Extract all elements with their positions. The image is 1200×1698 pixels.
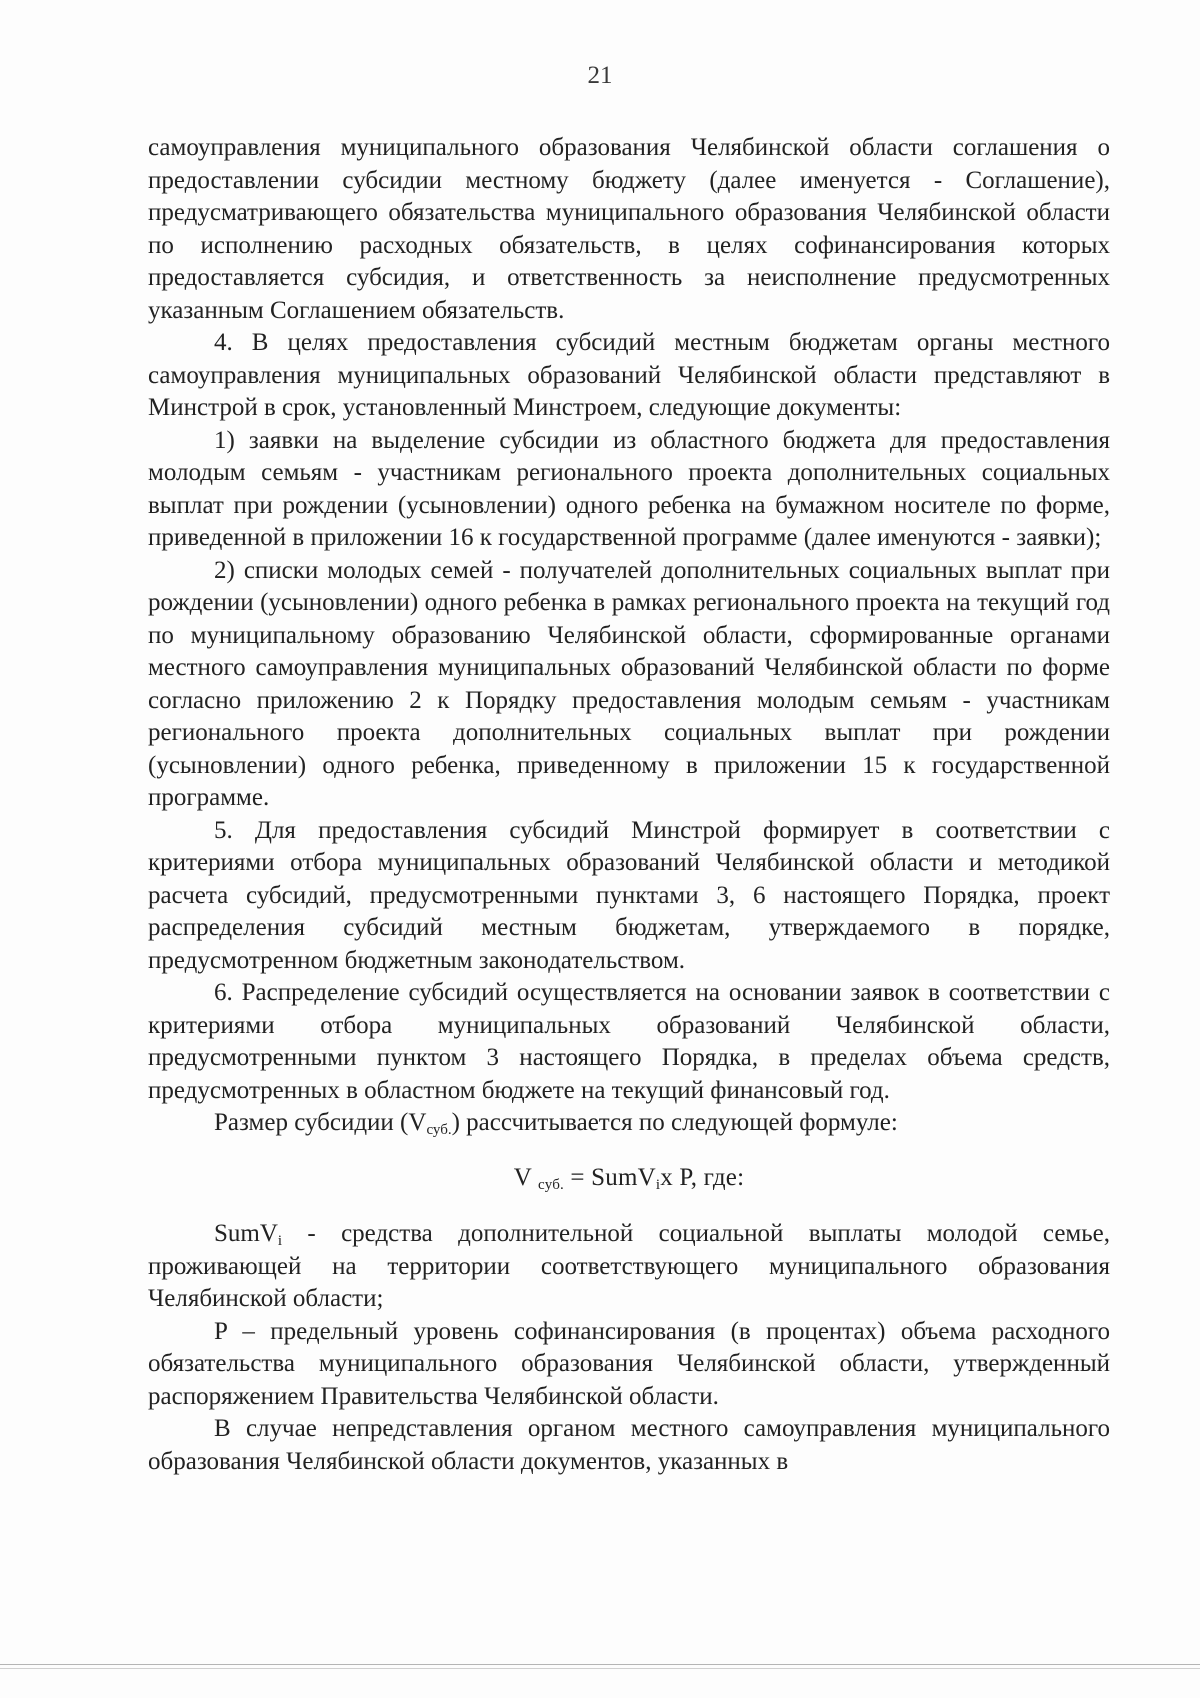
list-item-1: 1) заявки на выделение субсидии из областного бюджета для предоставления молодым семьям - участникам регионального проекта дополнительных социальных выплат при рождении (усыновлении) одного ребенка на бумажном носителе по форме, приведенной в приложении 16 к государственной программе (далее именуются - заявки); bbox=[148, 426, 1110, 551]
sumvi-definition: - средства дополнительной социальной выплаты молодой семье, проживающей на территории соответствующего муниципального образования Челябинской области; bbox=[148, 1220, 1110, 1312]
paragraph-item-6: 6. Распределение субсидий осуществляется на основании заявок в соответствии с критериями отбора муниципальных образований Челябинской области, предусмотренными пунктом 3 настоящего Порядка, в пределах объема средств, предусмотренных в областном бюджете на текущий финансовый год. bbox=[148, 979, 1110, 1104]
paragraph-item-4: 4. В целях предоставления субсидий местным бюджетам органы местного самоуправления муниципальных образований Челябинской области представляют в Минстрой в срок, установленный Минстроем, следующие документы: bbox=[148, 329, 1110, 421]
paragraph-nonsubmission: В случае непредставления органом местного самоуправления муниципального образования Челябинской области документов, указанных в bbox=[148, 1415, 1110, 1475]
definition-p: P – предельный уровень софинансирования (в процентах) объема расходного обязательства муниципального образования Челябинской области, утвержденный распоряжением Правительства Челябинской области. bbox=[148, 1317, 1110, 1410]
subsidy-size-text-2: ) рассчитывается по следующей формуле: bbox=[451, 1109, 898, 1136]
list-item-2: 2) списки молодых семей - получателей дополнительных социальных выплат при рождении (усыновлении) одного ребенка в рамках регионального проекта на текущий год по муниципальному образованию Челябинской области, сформированные органами местного самоуправления муниципальных образований Челябинской области по форме согласно приложению 2 к Порядку предоставления молодым семьям - участникам регионального проекта дополнительных социальных выплат при рождении (усыновлении) одного ребенка, приведенному в приложении 15 к государственной программе. bbox=[148, 556, 1110, 811]
sumvi-term: SumV bbox=[214, 1220, 278, 1247]
formula-v-subscript: суб. bbox=[538, 1176, 564, 1193]
scan-bottom-rule bbox=[0, 1664, 1200, 1665]
page-number: 21 bbox=[587, 62, 613, 89]
paragraph-continuation: самоуправления муниципального образования Челябинской области соглашения о предоставлении субсидии местному бюджету (далее именуется - Соглашение), предусматривающего обязательства муниципального образования Челябинской области по исполнению расходных обязательств, в целях софинансирования которых предоставляется субсидия, и ответственность за неисполнение предусмотренных указанным Соглашением обязательств. bbox=[148, 134, 1110, 324]
document-body bbox=[148, 132, 1110, 1478]
scan-bottom-rule-secondary bbox=[0, 1668, 1200, 1669]
formula-sum: = SumV bbox=[563, 1163, 656, 1191]
formula-v: V bbox=[513, 1163, 539, 1191]
sumvi-subscript: i bbox=[277, 1233, 283, 1249]
subsidy-size-text-1: Размер субсидии (V bbox=[214, 1109, 427, 1136]
formula-i-subscript: i bbox=[655, 1176, 661, 1193]
subsidy-size-subscript: суб. bbox=[426, 1122, 452, 1138]
subsidy-formula bbox=[148, 1162, 1110, 1195]
paragraph-subsidy-size bbox=[148, 1107, 1110, 1140]
definition-sumvi bbox=[148, 1218, 1110, 1316]
paragraph-item-5: 5. Для предоставления субсидий Минстрой формирует в соответствии с критериями отбора муниципальных образований Челябинской области и методикой расчета субсидий, предусмотренными пунктами 3, 6 настоящего Порядка, проект распределения субсидий местным бюджетам, утверждаемого в порядке, предусмотренном бюджетным законодательством. bbox=[148, 816, 1110, 974]
formula-rest: x P, где: bbox=[660, 1163, 745, 1191]
